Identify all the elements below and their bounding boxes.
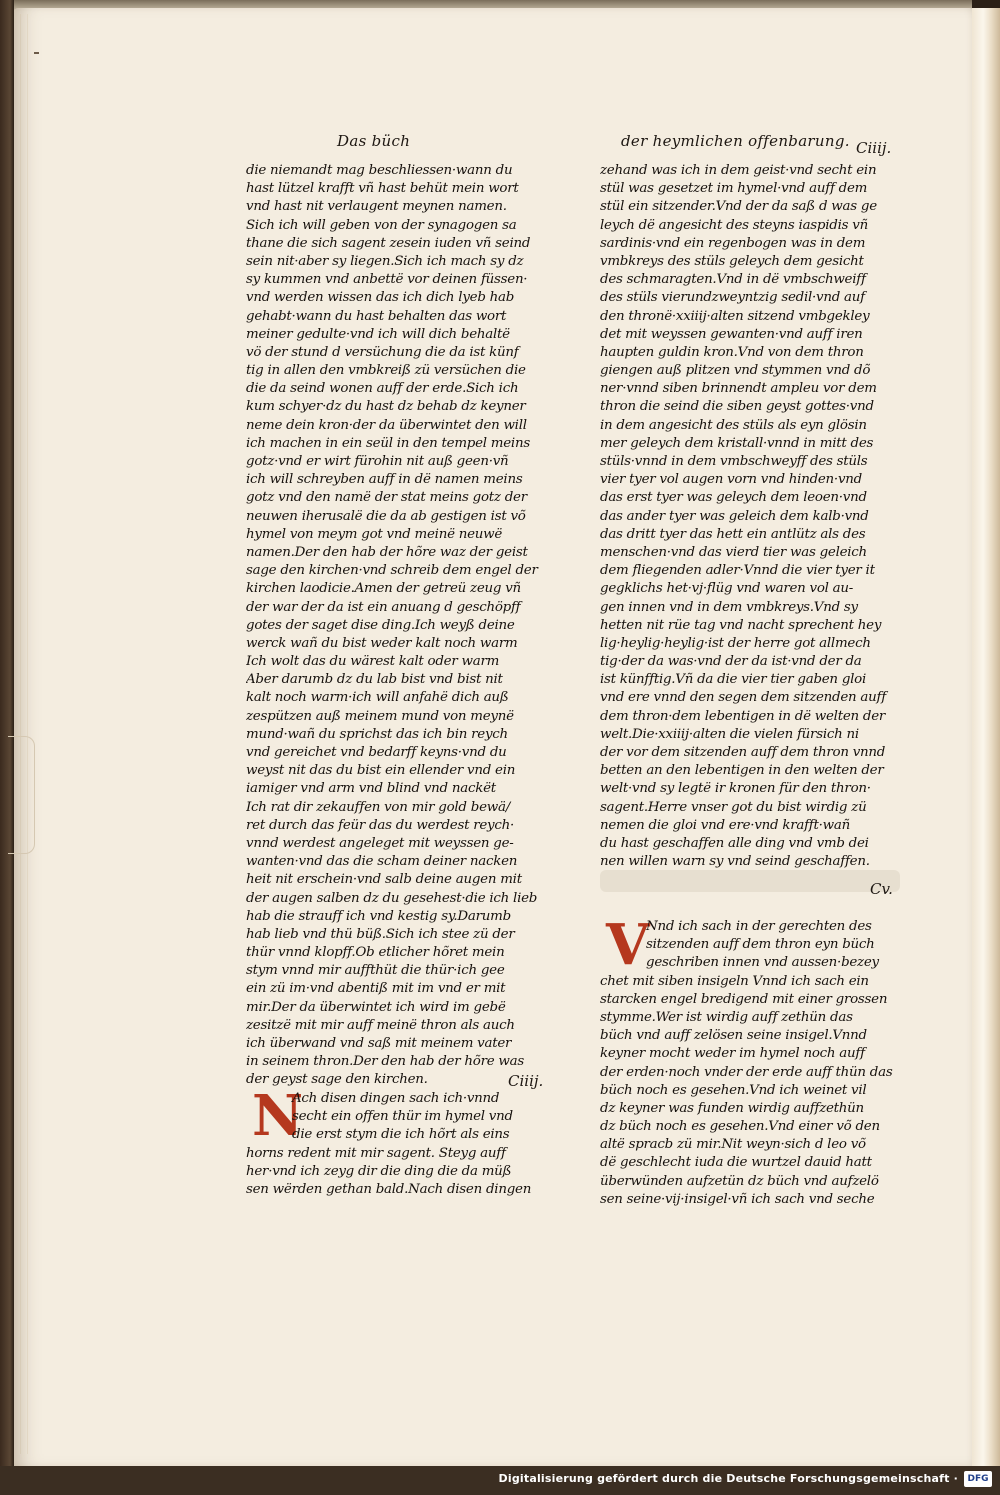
text-line: büch vnd auff zelösen seine insigel.Vnnd <box>600 1028 867 1044</box>
text-line: tig in allen den vmbkreiß zü versüchen die <box>246 363 526 379</box>
text-line: menschen·vnd das vierd tier was geleich <box>600 544 867 560</box>
text-line: lig·heylig·heylig·ist der herre got allmech <box>600 635 871 651</box>
text-line: das ander tyer was geleich dem kalb·vnd <box>600 508 869 524</box>
text-column-right-chapter <box>600 912 900 1209</box>
text-line: der vor dem sitzenden auff dem thron vnnd <box>600 745 886 760</box>
chapter-mark-right: Cv. <box>870 880 893 898</box>
text-line: zespützen auß meinem mund von meynë <box>246 708 514 724</box>
text-line: gehabt·wann du hast behalten das wort <box>246 308 507 324</box>
text-line: heit nit erschein·vnd salb deine augen mit <box>246 872 522 888</box>
text-line: vnd gereichet vnd bedarff keyns·vnd du <box>246 745 507 760</box>
text-line: her·vnd ich zeyg dir die ding die da müß <box>246 1163 512 1179</box>
text-line: neme dein kron·der da überwintet den will <box>246 417 527 433</box>
text-line: ret durch das feür das du werdest reych· <box>246 817 514 833</box>
text-line: dz keyner was funden wirdig auffzethün <box>600 1100 864 1116</box>
text-line: sage den kirchen·vnd schreib dem engel der <box>246 563 538 579</box>
text-line: die erst stym die ich hõrt als eins <box>292 1127 510 1143</box>
rubricated-initial-right: V <box>606 912 650 978</box>
text-line: dem thron·dem lebentigen in dë welten der <box>600 708 886 724</box>
text-line: das dritt tyer das hett ein antlütz als des <box>600 526 866 542</box>
ink-smudge <box>600 870 900 892</box>
text-line: in dem angesicht des stüls als eyn glösin <box>600 417 867 433</box>
text-line: kalt noch warm·ich will anfahë dich auß <box>246 690 509 706</box>
text-column-left-chapter <box>246 1083 546 1199</box>
text-line: gotz·vnd er wirt fürohin nit auß geen·vñ <box>246 454 509 469</box>
text-line: thür vnnd klopff.Ob etlicher hõret mein <box>246 945 505 961</box>
text-line: vö der stund d̄ versüchung die da ist künf <box>246 344 519 360</box>
text-line: ich überwand vnd saß mit meinem vater <box>246 1036 512 1051</box>
text-line: in seinem thron.Der den hab der hõre was <box>246 1054 524 1070</box>
text-line: ein zü im·vnd abentiß mit im vnd er mit <box>246 981 506 997</box>
text-line: tig·der da was·vnd der da ist·vnd der da <box>600 654 862 670</box>
text-line: keyner mocht weder im hymel noch auff <box>600 1046 865 1062</box>
text-line: werck wañ du bist weder kalt noch warm <box>246 635 518 651</box>
text-line: Ach disen dingen sach ich·vnnd <box>292 1091 500 1106</box>
text-line: dem fliegenden adler·Vnnd die vier tyer it <box>600 563 875 579</box>
text-line: gen innen vnd in dem vmbkreys.Vnd sy <box>600 599 858 615</box>
text-line: stüls·vnnd in dem vmbschweyff des stüls <box>600 454 868 469</box>
text-line: sy kummen vnd anbettë vor deinen füssen· <box>246 272 528 288</box>
text-line: hab die strauff ich vnd kestig sy.Darumb <box>246 908 511 924</box>
text-line: überwünden aufzetün dz büch vnd aufzelö <box>600 1173 879 1189</box>
text-column-left <box>246 162 546 1090</box>
text-line: altë spracb zü mir.Nit weyn·sich d̄ leo võ <box>600 1137 866 1153</box>
page-stack-edge <box>972 8 1000 1466</box>
text-line: Ich wolt das du wärest kalt oder warm <box>246 654 500 670</box>
text-line: dë geschlecht iuda die wurtzel dauid hatt <box>600 1155 872 1171</box>
text-line: kirchen laodicie.Amen der getreü zeug vñ <box>246 581 521 597</box>
text-line: welt.Die·xxiiij·alten die vielen fürsich ni <box>600 726 859 742</box>
text-line: vnd hast nit verlaugent meynen namen. <box>246 199 507 215</box>
text-line: vnnd werdest angeleget mit weyssen ge- <box>246 835 514 851</box>
text-column-right <box>600 162 900 871</box>
text-line: du hast geschaffen alle ding vnd vmb dei <box>600 835 869 851</box>
text-line: der war der da ist ein anuang d̄ geschöpff <box>246 599 521 615</box>
text-line: sardinis·vnd ein regenbogen was in dem <box>600 235 866 251</box>
page-gutter-lines <box>20 14 28 1454</box>
text-line: hab lieb vnd thü büß.Sich ich stee zü der <box>246 926 515 942</box>
text-line: mer geleych dem kristall·vnnd in mitt des <box>600 435 874 451</box>
text-line: gegklichs het·vj·flüg vnd waren vol au- <box>600 581 854 597</box>
page-fold-mark <box>8 736 35 854</box>
text-line: hetten nit rüe tag vnd nacht sprechent hey <box>600 617 882 633</box>
funding-credit: Digitalisierung gefördert durch die Deutsche Forschungsgemeinschaft · <box>498 1472 958 1485</box>
running-header-right: der heymlichen offenbarung. <box>621 132 850 150</box>
text-line: sen wërden gethan bald.Nach disen dingen <box>246 1181 532 1197</box>
text-line: hymel von meym got vnd meinë neuwë <box>246 526 503 542</box>
text-line: giengen auß plitzen vnd stymmen vnd dõ <box>600 363 871 379</box>
text-line: vmbkreys des stüls geleych dem gesicht <box>600 253 864 269</box>
text-line: zesitzë mit mir auff meinë thron als auch <box>246 1017 515 1033</box>
text-line: leych dë angesicht des steyns iaspidis vñ <box>600 217 868 233</box>
text-line: ist künfftig.Vñ da die vier tier gaben gloi <box>600 672 867 688</box>
text-line: ner·vnnd siben brinnendt ampleu vor dem <box>600 381 877 397</box>
chapter-mark-left: Ciiij. <box>508 1072 544 1090</box>
text-line: thron die seind die siben geyst gottes·vnd <box>600 399 874 415</box>
text-line: gotes der saget dise ding.Ich weyß deine <box>246 617 515 633</box>
text-line: kum schyer·dz du hast dz behab dz keyner <box>246 399 526 415</box>
folio-number: Ciiij. <box>856 139 892 157</box>
text-line: welt·vnd sy legtë ir kronen für den thron· <box>600 781 871 797</box>
text-line: der geyst sage den kirchen. <box>246 1072 428 1088</box>
text-line: starcken engel bredigend mit einer grossen <box>600 991 888 1007</box>
text-line: zehand was ich in dem geist·vnd secht ein <box>600 163 877 178</box>
text-line: ich will schreyben auff in dë namen meins <box>246 472 523 488</box>
text-line: weyst nit das du bist ein ellender vnd ein <box>246 763 516 779</box>
text-line: meiner gedulte·vnd ich will dich behaltë <box>246 326 510 342</box>
dfg-logo: DFG <box>964 1471 992 1487</box>
text-line: secht ein offen thür im hymel vnd <box>292 1109 513 1125</box>
text-line: sein nit·aber sy liegen.Sich ich mach sy dz <box>246 253 524 269</box>
text-line: vnd ere vnnd den segen dem sitzenden auff <box>600 690 886 706</box>
text-line: det mit weyssen gewanten·vnd auff iren <box>600 326 863 342</box>
text-line: den thronë·xxiiij·alten sitzend vmbgekley <box>600 308 870 324</box>
text-line: iamiger vnd arm vnd blind vnd nackët <box>246 781 496 797</box>
text-line: mir.Der da überwintet ich wird im gebë <box>246 999 506 1015</box>
text-line: das erst tyer was geleych dem leoen·vnd <box>600 490 867 506</box>
text-line: stül was gesetzet im hymel·vnd auff dem <box>600 181 868 197</box>
text-line: Aber darumb dz du lab bist vnd bist nit <box>246 672 503 688</box>
text-line: nen willen warn sy vnd seind geschaffen. <box>600 854 870 870</box>
text-line: des schmaragten.Vnd in dë vmbschweiff <box>600 272 866 288</box>
text-line: horns redent mit mir sagent. Steyg auff <box>246 1145 506 1161</box>
text-line: thane die sich sagent zesein iuden vñ seind <box>246 235 531 251</box>
text-line: sagent.Herre vnser got du bist wirdig zü <box>600 799 867 815</box>
text-line: dz büch noch es gesehen.Vnd einer võ den <box>600 1119 880 1135</box>
text-line: betten an den lebentigen in den welten der <box>600 763 884 779</box>
text-line: neuwen iherusalë die da ab gestigen ist võ <box>246 508 526 524</box>
text-line: chet mit siben insigeln Vnnd ich sach ein <box>600 973 869 989</box>
text-line: geschriben innen vnd aussen·bezey <box>646 955 879 971</box>
text-line: des stüls vierundzweyntzig sedil·vnd auf <box>600 290 865 306</box>
text-line: vier tyer vol augen vorn vnd hinden·vnd <box>600 472 862 488</box>
text-line: namen.Der den hab der hõre waz der geist <box>246 544 528 560</box>
text-line: mund·wañ du sprichst das ich bin reych <box>246 726 508 742</box>
text-line: Ich rat dir zekauffen von mir gold bewä/ <box>246 799 510 815</box>
text-line: vnd werden wissen das ich dich lyeb hab <box>246 290 515 306</box>
page-corner-mark <box>34 52 39 54</box>
text-line: die niemandt mag beschliessen·wann du <box>246 163 513 178</box>
text-line: der augen salben dz du gesehest·die ich lieb <box>246 890 538 906</box>
rubricated-initial-left: N <box>252 1083 304 1149</box>
text-line: Nnd ich sach in der gerechten des <box>646 919 872 934</box>
text-line: stym vnnd mir auffthüt die thür·ich gee <box>246 963 505 979</box>
text-line: stül ein sitzender.Vnd der da saß d̄ was ge <box>600 199 877 215</box>
text-line: ich machen in ein seül in den tempel meins <box>246 435 530 451</box>
text-line: Sich ich will geben von der synagogen sa <box>246 217 517 233</box>
text-line: sitzenden auff dem thron eyn büch <box>646 937 875 953</box>
text-line: büch noch es gesehen.Vnd ich weinet vil <box>600 1082 867 1098</box>
text-line: wanten·vnd das die scham deiner nacken <box>246 854 518 870</box>
text-line: die da seind wonen auff der erde.Sich ich <box>246 381 519 397</box>
text-line: nemen die gloi vnd ere·vnd krafft·wañ <box>600 817 850 833</box>
text-line: hast lützel krafft vñ hast behüt mein wort <box>246 181 519 197</box>
text-line: der erden·noch vnder der erde auff thün das <box>600 1064 893 1080</box>
text-line: sen seine·vij·insigel·vñ ich sach vnd seche <box>600 1191 875 1207</box>
text-line: stymme.Wer ist wirdig auff zethün das <box>600 1009 853 1025</box>
text-line: haupten guldin kron.Vnd von dem thron <box>600 344 864 360</box>
text-line: gotz vnd den namë der stat meins gotz der <box>246 490 527 506</box>
running-header-left: Das büch <box>337 132 411 150</box>
